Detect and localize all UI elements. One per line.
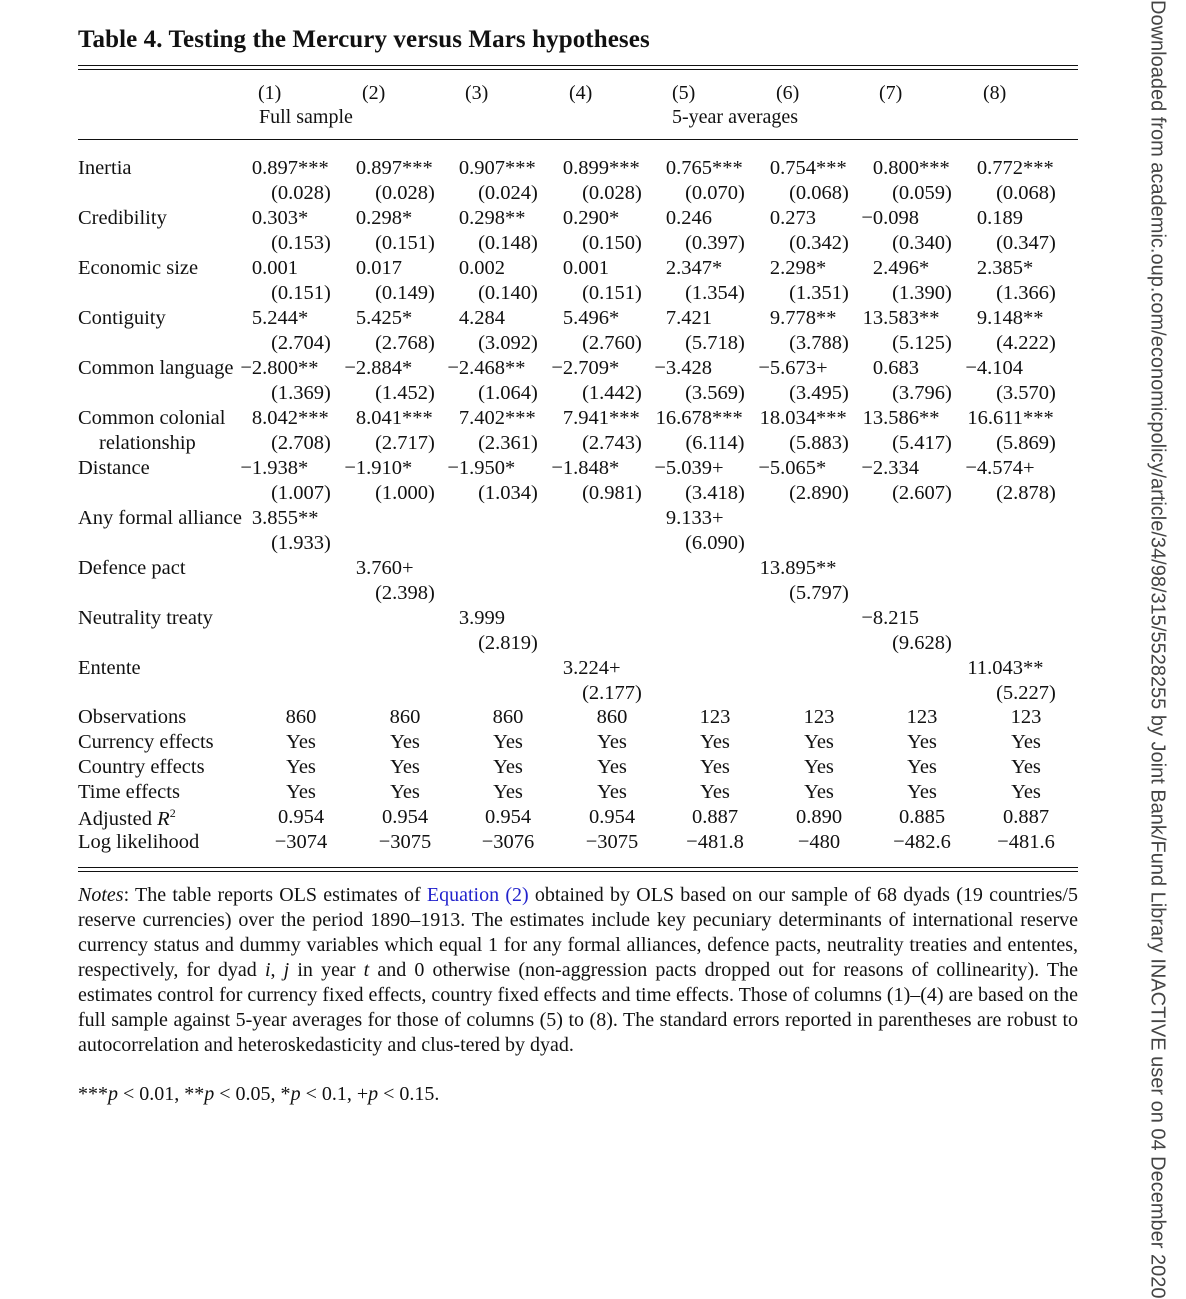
coefficient-value: −4.574 xyxy=(965,457,1023,479)
significance-stars: ** xyxy=(505,207,526,229)
significance-legend: ***p < 0.01, **p < 0.05, *p < 0.1, +p < 0.15. xyxy=(78,1083,440,1105)
standard-error: (6.090) xyxy=(685,532,745,554)
table-caption: Table 4. Testing the Mercury versus Mars hypotheses xyxy=(78,26,650,53)
row-label: Distance xyxy=(78,457,150,479)
standard-error: (0.028) xyxy=(271,182,331,204)
significance-stars: + xyxy=(816,357,828,379)
coefficient-value: −0.098 xyxy=(861,207,919,229)
stat-value: Yes xyxy=(804,756,834,778)
significance-stars: ** xyxy=(298,357,319,379)
significance-stars: * xyxy=(1023,257,1034,279)
standard-error: (3.495) xyxy=(789,382,849,404)
stat-value: −3074 xyxy=(274,831,328,853)
standard-error: (9.628) xyxy=(892,632,952,654)
coefficient-value: 2.347 xyxy=(665,257,712,279)
bottom-rule-double xyxy=(78,871,1078,872)
standard-error: (5.883) xyxy=(789,432,849,454)
standard-error: (1.007) xyxy=(271,482,331,504)
coefficient-value: −5.065 xyxy=(758,457,816,479)
notes-text-continued: obtained by OLS based on our sample of 68 dyads (19 countries/5 reserve currencies) over the period 1890–1913. The estimates include key pecuniary determinants of international reserve currency status and dummy variables which equal 1 for any formal alliances, defence pacts, neutrality treaties and ententes, respectively, for dyad i, j in year t and 0 otherwise (non-aggression pacts dropped out for reasons of collinearity). The estimates control for currency fixed effects, country fixed effects and time effects. Those of columns (1)–(4) are based on the full sample against 5-year averages for those of columns (5) to (8). The standard errors reported in parentheses are robust to autocorrelation and heteroskedasticity and clus-tered by dyad. xyxy=(78,884,1079,1056)
standard-error: (2.708) xyxy=(271,432,331,454)
stat-value: Yes xyxy=(286,781,316,803)
coefficient-value: −8.215 xyxy=(861,607,919,629)
standard-error: (1.452) xyxy=(375,382,435,404)
stat-value: −3075 xyxy=(585,831,639,853)
significance-stars: * xyxy=(402,207,413,229)
standard-error: (5.869) xyxy=(996,432,1056,454)
stat-value: 0.885 xyxy=(898,806,946,828)
coefficient-value: −1.938 xyxy=(240,457,298,479)
coefficient-value: −1.910 xyxy=(344,457,402,479)
stat-value: Yes xyxy=(493,781,523,803)
standard-error: (5.227) xyxy=(996,682,1056,704)
stat-value: Yes xyxy=(700,756,730,778)
column-number: (2) xyxy=(362,82,386,104)
standard-error: (0.068) xyxy=(996,182,1056,204)
stat-value: −3076 xyxy=(481,831,535,853)
significance-stars: + xyxy=(402,557,414,579)
significance-stars: + xyxy=(1023,457,1035,479)
coefficient-value: 0.298 xyxy=(458,207,505,229)
stat-value: 860 xyxy=(285,706,317,728)
coefficient-value: 8.041 xyxy=(355,407,402,429)
stat-value: Yes xyxy=(907,781,937,803)
coefficient-value: −5.039 xyxy=(654,457,712,479)
stat-value: 0.954 xyxy=(484,806,532,828)
coefficient-value: 0.897 xyxy=(251,157,298,179)
significance-stars: *** xyxy=(816,157,847,179)
superscript: 2 xyxy=(169,806,176,820)
coefficient-value: 5.496 xyxy=(562,307,609,329)
coefficient-value: 0.772 xyxy=(976,157,1023,179)
significance-stars: ** xyxy=(1023,657,1044,679)
download-watermark: Downloaded from academic.oup.com/economicpolicy/article/34/98/315/5528255 by Joint Bank/Fund Library INACTIVE user on 04 December 2020 xyxy=(1146,0,1169,1299)
significance-stars: *** xyxy=(609,407,640,429)
coefficient-value: 2.496 xyxy=(872,257,919,279)
stat-value: Yes xyxy=(907,731,937,753)
stat-value: 0.954 xyxy=(277,806,325,828)
coefficient-value: 0.273 xyxy=(769,207,816,229)
standard-error: (6.114) xyxy=(685,432,745,454)
coefficient-value: −1.950 xyxy=(447,457,505,479)
stat-label xyxy=(78,807,176,829)
standard-error: (3.788) xyxy=(789,332,849,354)
column-number: (7) xyxy=(879,82,903,104)
standard-error: (2.717) xyxy=(375,432,435,454)
stat-value: 0.954 xyxy=(588,806,636,828)
coefficient-value: 8.042 xyxy=(251,407,298,429)
significance-stars: * xyxy=(609,357,620,379)
coefficient-value: 9.778 xyxy=(769,307,816,329)
significance-stars: * xyxy=(919,257,930,279)
column-number: (5) xyxy=(672,82,696,104)
stat-value: 0.890 xyxy=(795,806,843,828)
standard-error: (1.442) xyxy=(582,382,642,404)
significance-stars: + xyxy=(712,457,724,479)
coefficient-value: 0.001 xyxy=(251,257,298,279)
coefficient-value: 0.765 xyxy=(665,157,712,179)
standard-error: (0.028) xyxy=(375,182,435,204)
standard-error: (0.151) xyxy=(271,282,331,304)
coefficient-value: 5.244 xyxy=(251,307,298,329)
standard-error: (5.125) xyxy=(892,332,952,354)
significance-stars: ** xyxy=(816,307,837,329)
standard-error: (0.148) xyxy=(478,232,538,254)
row-label: Defence pact xyxy=(78,557,186,579)
coefficient-value: 0.899 xyxy=(562,157,609,179)
significance-stars: * xyxy=(402,357,413,379)
stat-value: 123 xyxy=(803,706,835,728)
significance-stars: * xyxy=(816,257,827,279)
significance-stars: *** xyxy=(712,407,743,429)
significance-stars: * xyxy=(505,457,516,479)
coefficient-value: 13.583 xyxy=(862,307,919,329)
coefficient-value: 18.034 xyxy=(759,407,816,429)
standard-error: (2.768) xyxy=(375,332,435,354)
group-label-full-sample: Full sample xyxy=(259,106,353,128)
stat-value: Yes xyxy=(804,731,834,753)
standard-error: (1.390) xyxy=(892,282,952,304)
stat-value: Yes xyxy=(597,756,627,778)
standard-error: (2.819) xyxy=(478,632,538,654)
significance-stars: ** xyxy=(298,507,319,529)
coefficient-value: 2.385 xyxy=(976,257,1023,279)
standard-error: (0.024) xyxy=(478,182,538,204)
stat-value: Yes xyxy=(597,731,627,753)
r-symbol: R xyxy=(157,807,170,830)
coefficient-value: 0.754 xyxy=(769,157,816,179)
standard-error: (2.878) xyxy=(996,482,1056,504)
stat-value: Yes xyxy=(1011,731,1041,753)
standard-error: (2.760) xyxy=(582,332,642,354)
significance-stars: ** xyxy=(505,357,526,379)
coefficient-value: −1.848 xyxy=(551,457,609,479)
stat-value: −3075 xyxy=(378,831,432,853)
coefficient-value: 3.224 xyxy=(562,657,609,679)
row-label: Entente xyxy=(78,657,141,679)
significance-stars: * xyxy=(609,307,620,329)
significance-stars: ** xyxy=(1023,307,1044,329)
standard-error: (0.340) xyxy=(892,232,952,254)
stat-label-text: Country effects xyxy=(78,756,205,778)
standard-error: (3.569) xyxy=(685,382,745,404)
coefficient-value: 16.611 xyxy=(967,407,1023,429)
standard-error: (1.354) xyxy=(685,282,745,304)
coefficient-value: 0.298 xyxy=(355,207,402,229)
significance-stars: ** xyxy=(919,307,940,329)
row-label: Inertia xyxy=(78,157,132,179)
row-label: relationship xyxy=(99,432,196,454)
standard-error: (2.890) xyxy=(789,482,849,504)
stat-label-text: Observations xyxy=(78,706,187,728)
coefficient-value: 16.678 xyxy=(655,407,712,429)
significance-stars: * xyxy=(402,457,413,479)
column-number: (4) xyxy=(569,82,593,104)
coefficient-value: 4.284 xyxy=(458,307,505,329)
coefficient-value: 13.895 xyxy=(759,557,816,579)
significance-stars: *** xyxy=(298,407,329,429)
stat-label-text: Currency effects xyxy=(78,731,214,753)
significance-stars: + xyxy=(712,507,724,529)
stat-value: 0.954 xyxy=(381,806,429,828)
column-number: (6) xyxy=(776,82,800,104)
stat-value: Yes xyxy=(493,756,523,778)
stat-value: 860 xyxy=(389,706,421,728)
coefficient-value: −4.104 xyxy=(965,357,1023,379)
significance-stars: * xyxy=(816,457,827,479)
significance-stars: *** xyxy=(402,157,433,179)
standard-error: (0.151) xyxy=(582,282,642,304)
significance-stars: *** xyxy=(919,157,950,179)
coefficient-value: 0.683 xyxy=(872,357,919,379)
stat-value: Yes xyxy=(907,756,937,778)
row-label: Common colonial xyxy=(78,407,226,429)
standard-error: (1.369) xyxy=(271,382,331,404)
significance-stars: * xyxy=(609,457,620,479)
standard-error: (0.151) xyxy=(375,232,435,254)
significance-stars: *** xyxy=(712,157,743,179)
standard-error: (3.418) xyxy=(685,482,745,504)
stat-label-text: Adjusted xyxy=(78,807,158,830)
stat-value: 0.887 xyxy=(691,806,739,828)
row-label: Common language xyxy=(78,357,234,379)
standard-error: (1.933) xyxy=(271,532,331,554)
coefficient-value: 9.133 xyxy=(665,507,712,529)
standard-error: (5.797) xyxy=(789,582,849,604)
standard-error: (4.222) xyxy=(996,332,1056,354)
row-label: Contiguity xyxy=(78,307,166,329)
standard-error: (0.028) xyxy=(582,182,642,204)
standard-error: (1.064) xyxy=(478,382,538,404)
standard-error: (1.000) xyxy=(375,482,435,504)
group-label-5-year-averages: 5-year averages xyxy=(672,106,799,128)
standard-error: (3.796) xyxy=(892,382,952,404)
stat-value: 860 xyxy=(492,706,524,728)
standard-error: (0.070) xyxy=(685,182,745,204)
standard-error: (0.149) xyxy=(375,282,435,304)
stat-value: −482.6 xyxy=(893,831,951,853)
column-number: (8) xyxy=(983,82,1007,104)
standard-error: (2.704) xyxy=(271,332,331,354)
significance-stars: * xyxy=(402,307,413,329)
coefficient-value: −2.334 xyxy=(861,457,919,479)
stat-label xyxy=(78,707,186,728)
coefficient-value: 0.246 xyxy=(665,207,712,229)
significance-stars: *** xyxy=(609,157,640,179)
coefficient-value: −2.709 xyxy=(551,357,609,379)
stat-value: Yes xyxy=(286,756,316,778)
standard-error: (0.150) xyxy=(582,232,642,254)
stat-label xyxy=(78,732,214,753)
coefficient-value: 0.002 xyxy=(458,257,505,279)
stat-value: 123 xyxy=(906,706,938,728)
coefficient-value: 5.425 xyxy=(355,307,402,329)
coefficient-value: 0.290 xyxy=(562,207,609,229)
coefficient-value: 11.043 xyxy=(967,657,1023,679)
coefficient-value: 2.298 xyxy=(769,257,816,279)
significance-stars: * xyxy=(298,207,309,229)
stat-value: −481.8 xyxy=(686,831,744,853)
row-label: Any formal alliance xyxy=(78,507,242,529)
coefficient-value: 0.303 xyxy=(251,207,298,229)
standard-error: (0.153) xyxy=(271,232,331,254)
stat-value: Yes xyxy=(597,781,627,803)
significance-stars: *** xyxy=(505,157,536,179)
column-number: (1) xyxy=(258,82,282,104)
coefficient-value: 0.189 xyxy=(976,207,1023,229)
stat-value: 860 xyxy=(596,706,628,728)
stat-value: Yes xyxy=(493,731,523,753)
row-label: Credibility xyxy=(78,207,167,229)
coefficient-value: 7.421 xyxy=(665,307,712,329)
stat-label xyxy=(78,782,180,803)
significance-stars: * xyxy=(609,207,620,229)
standard-error: (2.398) xyxy=(375,582,435,604)
significance-stars: + xyxy=(609,657,621,679)
coefficient-value: 13.586 xyxy=(862,407,919,429)
coefficient-value: 0.001 xyxy=(562,257,609,279)
coefficient-value: 3.760 xyxy=(355,557,402,579)
equation-link[interactable]: Equation (2) xyxy=(426,884,529,906)
standard-error: (2.743) xyxy=(582,432,642,454)
stat-value: Yes xyxy=(700,781,730,803)
standard-error: (0.140) xyxy=(478,282,538,304)
stat-value: Yes xyxy=(390,781,420,803)
stat-value: 123 xyxy=(1010,706,1042,728)
stat-label-text: Log likelihood xyxy=(78,831,200,853)
coefficient-value: 3.999 xyxy=(458,607,505,629)
standard-error: (0.059) xyxy=(892,182,952,204)
significance-stars: *** xyxy=(816,407,847,429)
coefficient-value: 0.907 xyxy=(458,157,505,179)
stat-value: Yes xyxy=(700,731,730,753)
coefficient-value: −2.884 xyxy=(344,357,402,379)
coefficient-value: −2.468 xyxy=(447,357,505,379)
notes-text: : The table reports OLS estimates of xyxy=(123,884,427,906)
coefficient-value: 7.941 xyxy=(562,407,609,429)
stat-label xyxy=(78,832,199,853)
coefficient-value: 7.402 xyxy=(458,407,505,429)
notes-label: Notes xyxy=(78,884,124,906)
coefficient-value: 0.017 xyxy=(355,257,402,279)
standard-error: (2.177) xyxy=(582,682,642,704)
standard-error: (5.417) xyxy=(892,432,952,454)
significance-stars: *** xyxy=(505,407,536,429)
standard-error: (2.607) xyxy=(892,482,952,504)
table-notes xyxy=(78,883,1078,1058)
significance-stars: *** xyxy=(298,157,329,179)
coefficient-value: −2.800 xyxy=(240,357,298,379)
standard-error: (0.347) xyxy=(996,232,1056,254)
stat-value: −480 xyxy=(797,831,841,853)
significance-stars: ** xyxy=(816,557,837,579)
significance-stars: *** xyxy=(1023,407,1054,429)
coefficient-value: 3.855 xyxy=(251,507,298,529)
significance-stars: ** xyxy=(919,407,940,429)
standard-error: (0.342) xyxy=(789,232,849,254)
standard-error: (2.361) xyxy=(478,432,538,454)
standard-error: (3.092) xyxy=(478,332,538,354)
significance-stars: * xyxy=(298,457,309,479)
stat-value: Yes xyxy=(390,756,420,778)
coefficient-value: 9.148 xyxy=(976,307,1023,329)
stat-label xyxy=(78,757,205,778)
stat-value: Yes xyxy=(1011,756,1041,778)
stat-value: Yes xyxy=(1011,781,1041,803)
standard-error: (1.366) xyxy=(996,282,1056,304)
row-label: Economic size xyxy=(78,257,199,279)
stat-value: Yes xyxy=(286,731,316,753)
significance-stars: *** xyxy=(402,407,433,429)
standard-error: (0.981) xyxy=(582,482,642,504)
column-number: (3) xyxy=(465,82,489,104)
standard-error: (0.068) xyxy=(789,182,849,204)
coefficient-value: 0.800 xyxy=(872,157,919,179)
significance-stars: * xyxy=(712,257,723,279)
coefficient-value: −3.428 xyxy=(654,357,712,379)
stat-value: −481.6 xyxy=(997,831,1055,853)
standard-error: (0.397) xyxy=(685,232,745,254)
coefficient-value: −5.673 xyxy=(758,357,816,379)
standard-error: (5.718) xyxy=(685,332,745,354)
stat-label-text: Time effects xyxy=(78,781,180,803)
significance-stars: * xyxy=(298,307,309,329)
significance-stars: *** xyxy=(1023,157,1054,179)
standard-error: (3.570) xyxy=(996,382,1056,404)
standard-error: (1.351) xyxy=(789,282,849,304)
coefficient-value: 0.897 xyxy=(355,157,402,179)
stat-value: 123 xyxy=(699,706,731,728)
stat-value: Yes xyxy=(804,781,834,803)
stat-value: Yes xyxy=(390,731,420,753)
stat-value: 0.887 xyxy=(1002,806,1050,828)
standard-error: (1.034) xyxy=(478,482,538,504)
bottom-rule xyxy=(78,867,1078,868)
row-label: Neutrality treaty xyxy=(78,607,213,629)
